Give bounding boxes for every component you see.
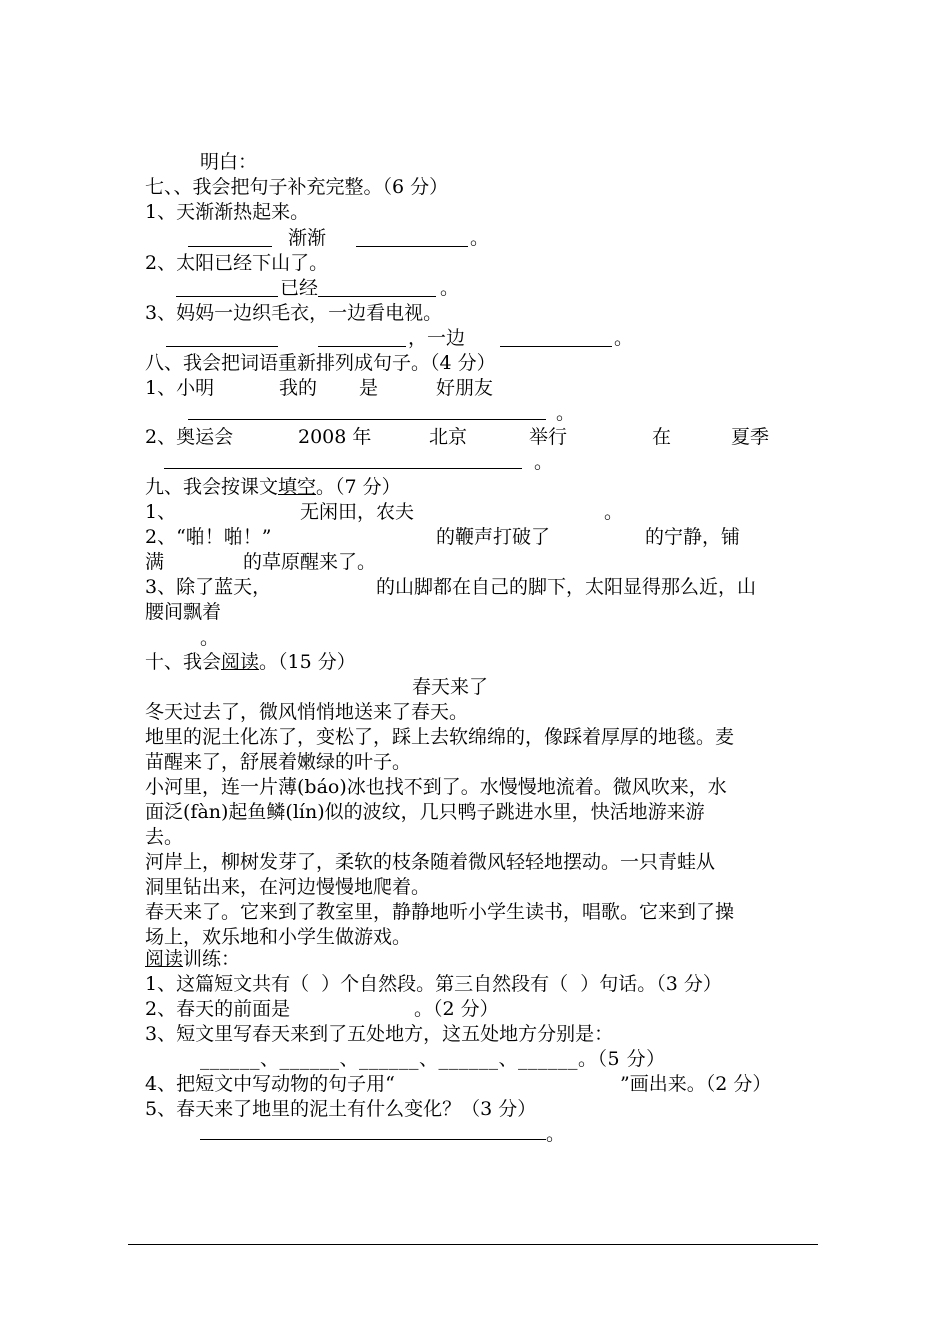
s9-q3-c: 腰间飘着 (145, 601, 222, 623)
s10-title-underlined: 阅读 (221, 651, 260, 673)
reading-training-heading (145, 947, 240, 971)
s7-q2-blank-2[interactable] (318, 296, 436, 297)
s8-q2-answer-line[interactable] (164, 468, 522, 469)
section-9-title (145, 475, 401, 499)
s9-q2-d: 满 (145, 551, 165, 573)
story-paragraph-3-line-2: 面泛(fàn)起鱼鳞(lín)似的波纹，几只鸭子跳进水里，快活地游来游 (145, 801, 705, 823)
footer-divider (128, 1244, 818, 1245)
s8-q1-word-4: 好朋友 (436, 377, 494, 399)
s7-q1-end: 。 (470, 227, 490, 249)
s7-q3-end: 。 (614, 327, 634, 349)
s7-q1-blank-1[interactable] (188, 246, 272, 247)
s8-q2-word-6: 夏季 (731, 426, 770, 448)
s8-q1-answer-line[interactable] (188, 419, 546, 420)
s10-title-prefix: 十、我会 (145, 651, 222, 673)
s8-q1-word-1: 1、小明 (145, 377, 215, 399)
s7-question-3: 3、妈妈一边织毛衣，一边看电视。 (145, 302, 443, 324)
section-7-title: 七、、我会把句子补充完整。（6 分） (145, 176, 449, 198)
reading-question-2-a: 2、春天的前面是 (145, 998, 291, 1020)
s7-q3-blank-3[interactable] (500, 346, 612, 347)
s7-q1-fill: 渐渐 (288, 227, 327, 249)
s8-q1-word-2: 我的 (279, 377, 318, 399)
story-paragraph-5-line-2: 场上，欢乐地和小学生做游戏。 (145, 926, 412, 948)
mingbai-line: 明白： (200, 151, 258, 173)
reading-question-4-a: 4、把短文中写动物的句子用“ (145, 1073, 395, 1095)
s9-title-underlined: 填空 (278, 476, 317, 498)
s7-question-1: 1、天渐渐热起来。 (145, 201, 310, 223)
s9-title-prefix: 九、我会按课文 (145, 476, 279, 498)
story-paragraph-2-line-2: 苗醒来了，舒展着嫩绿的叶子。 (145, 751, 412, 773)
story-paragraph-2-line-1: 地里的泥土化冻了，变松了，踩上去软绵绵的，像踩着厚厚的地毯。麦 (145, 726, 735, 748)
s8-q1-word-3: 是 (359, 377, 379, 399)
s9-q2-c: 的宁静，铺 (645, 526, 741, 548)
s9-q1-number: 1、 (145, 501, 177, 523)
s7-q2-fill: 已经 (280, 277, 319, 299)
story-paragraph-4-line-2: 洞里钻出来，在河边慢慢地爬着。 (145, 876, 431, 898)
s7-q2-blank-1[interactable] (176, 296, 278, 297)
s7-q3-comma: ，一边 (408, 327, 466, 349)
s9-title-suffix: 。（7 分） (316, 476, 401, 498)
section-8-title: 八、我会把词语重新排列成句子。（4 分） (145, 352, 496, 374)
s8-q2-word-1: 2、奥运会 (145, 426, 234, 448)
s8-q2-word-5: 在 (652, 426, 672, 448)
s9-q1-middle: 无闲田，农夫 (300, 501, 415, 523)
story-paragraph-5-line-1: 春天来了。它来到了教室里，静静地听小学生读书，唱歌。它来到了操 (145, 901, 735, 923)
s7-q3-blank-1[interactable] (166, 346, 278, 347)
reading-question-4-b: ”画出来。（2 分） (620, 1073, 772, 1095)
reading-question-3: 3、短文里写春天来到了五处地方，这五处地方分别是： (145, 1023, 614, 1045)
s8-q2-word-4: 举行 (529, 426, 568, 448)
reading-training-underlined: 阅读 (145, 948, 184, 970)
s7-q2-end: 。 (440, 277, 460, 299)
reading-question-3-blanks[interactable]: ______、______、______、______、______。（5 分） (200, 1048, 666, 1070)
s10-title-suffix: 。（15 分） (259, 651, 356, 673)
s9-q3-b: 的山脚都在自己的脚下，太阳显得那么近，山 (376, 576, 757, 598)
s9-q2-b: 的鞭声打破了 (436, 526, 551, 548)
reading-question-5-end: 。 (546, 1123, 566, 1145)
s9-q2-e: 的草原醒来了。 (243, 551, 377, 573)
story-paragraph-3-line-1: 小河里，连一片薄(báo)冰也找不到了。水慢慢地流着。微风吹来，水 (145, 776, 727, 798)
reading-question-1: 1、这篇短文共有（ ）个自然段。第三自然段有（ ）句话。（3 分） (145, 973, 722, 995)
s9-q3-a: 3、除了蓝天， (145, 576, 272, 598)
s9-q3-end: 。 (200, 627, 220, 649)
reading-question-5-answer-line[interactable] (200, 1139, 546, 1140)
s8-q2-end: 。 (534, 451, 554, 473)
reading-question-5: 5、春天来了地里的泥土有什么变化？（3 分） (145, 1098, 537, 1120)
story-paragraph-3-line-3: 去。 (145, 826, 184, 848)
reading-question-2-b: 。（2 分） (414, 998, 499, 1020)
s8-q2-word-3: 北京 (429, 426, 468, 448)
s9-q1-end: 。 (604, 501, 624, 523)
s8-q2-word-2: 2008 年 (298, 426, 372, 448)
s7-q3-blank-2[interactable] (318, 346, 406, 347)
section-10-title (145, 650, 356, 674)
reading-training-suffix: 训练： (183, 948, 241, 970)
s8-q1-end: 。 (556, 402, 576, 424)
s7-q1-blank-2[interactable] (356, 246, 468, 247)
story-paragraph-1: 冬天过去了，微风悄悄地送来了春天。 (145, 701, 469, 723)
s9-q2-a: 2、“啪！啪！” (145, 526, 272, 548)
s7-question-2: 2、太阳已经下山了。 (145, 252, 329, 274)
story-title: 春天来了 (412, 676, 489, 698)
story-paragraph-4-line-1: 河岸上，柳树发芽了，柔软的枝条随着微风轻轻地摆动。一只青蛙从 (145, 851, 716, 873)
